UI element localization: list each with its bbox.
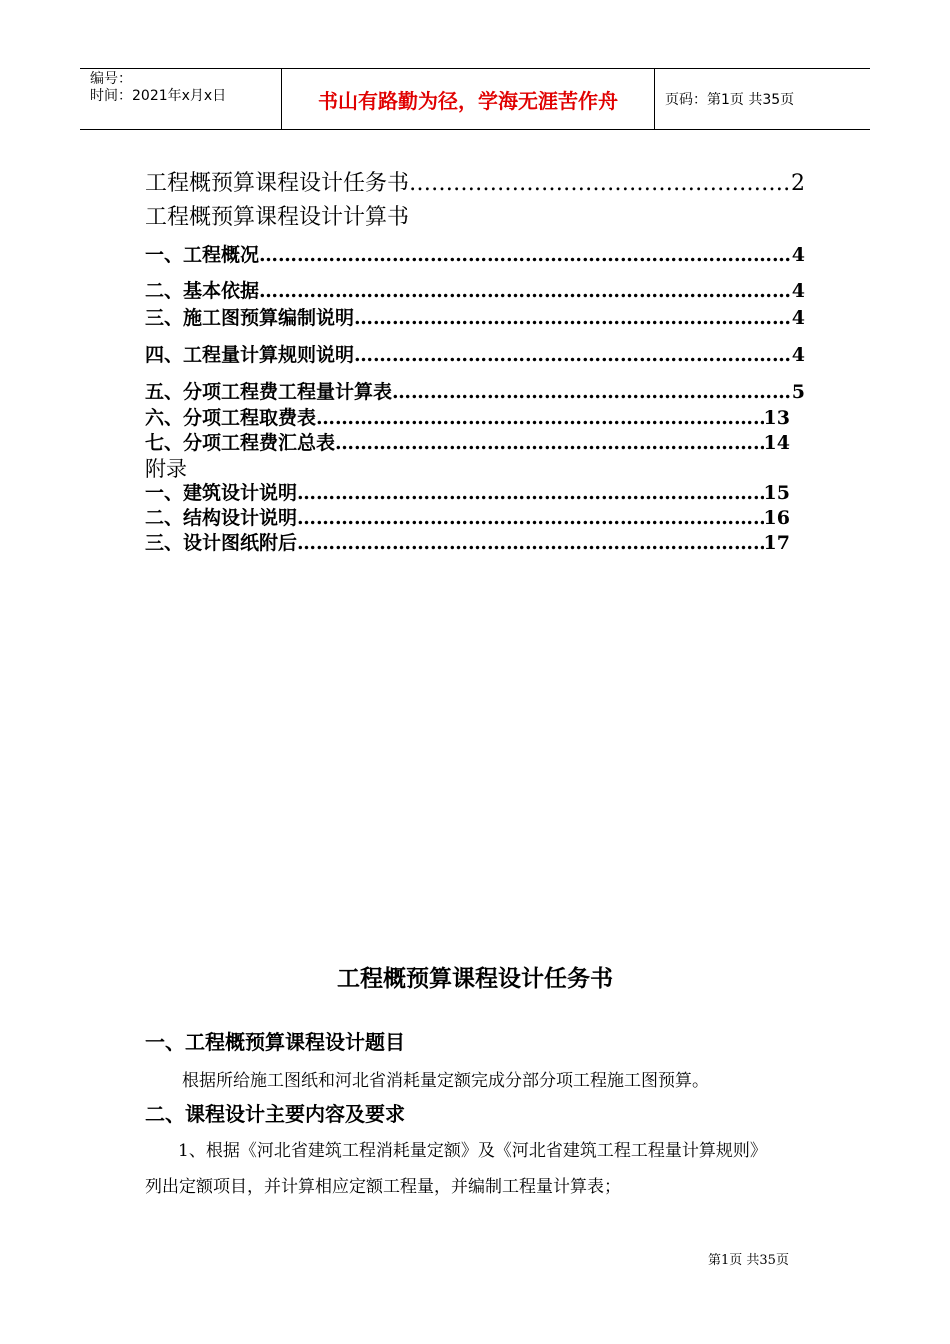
toc-item[interactable]: 三、施工图预算编制说明 ……………………………………………………………………………………………………………………………………………………………………………………………… 4 (145, 303, 805, 340)
toc-item[interactable]: 二、基本依据 ……………………………………………………………………………………………………………………………………………………………………………………………… 4 (145, 276, 805, 303)
toc-item[interactable]: 五、分项工程费工程量计算表 ……………………………………………………………………………………………………………………………………………………………………………………………… 5 (145, 377, 805, 403)
header-meta (80, 69, 282, 129)
section-heading: 二、课程设计主要内容及要求 (145, 1102, 405, 1126)
number-label: 编号： (90, 71, 132, 87)
toc-item[interactable]: 附录 (145, 457, 187, 478)
paragraph: 1、根据《河北省建筑工程消耗量定额》及《河北省建筑工程工程量计算规则》 (178, 1141, 767, 1161)
time-label: 时间：2021年x月x日 (90, 88, 227, 104)
document-title: 工程概预算课程设计任务书 (337, 965, 613, 992)
page-header (80, 68, 870, 130)
page-footer: 第1页 共35页 (708, 1253, 789, 1268)
toc-item[interactable]: 工程概预算课程设计计算书 (145, 205, 410, 230)
paragraph: 根据所给施工图纸和河北省消耗量定额完成分部分项工程施工图预算。 (182, 1071, 709, 1091)
section-heading: 一、工程概预算课程设计题目 (145, 1030, 405, 1054)
header-page-number: 页码：第1页 共35页 (665, 92, 795, 108)
paragraph: 列出定额项目，并计算相应定额工程量，并编制工程量计算表； (145, 1177, 621, 1197)
toc-item[interactable]: 六、分项工程取费表 ……………………………………………………………………………………………………………………………………………………………………………………………… 13 (145, 403, 790, 428)
header-motto: 书山有路勤为径，学海无涯苦作舟 (282, 69, 655, 129)
table-of-contents (145, 166, 805, 553)
toc-item[interactable]: 七、分项工程费汇总表 ……………………………………………………………………………………………………………………………………………………………………………………………… 14 (145, 428, 790, 453)
toc-item[interactable]: 一、工程概况 ……………………………………………………………………………………………………………………………………………………………………………………………… 4 (145, 240, 805, 276)
toc-item[interactable]: 工程概预算课程设计任务书 ……………………………………………………………………………………………………………………………………………………………………………………………… 2 (145, 166, 805, 200)
toc-item[interactable]: 二、结构设计说明 ……………………………………………………………………………………………………………………………………………………………………………………………… 16 (145, 503, 790, 528)
toc-item[interactable]: 一、建筑设计说明 ……………………………………………………………………………………………………………………………………………………………………………………………… 15 (145, 478, 790, 503)
toc-item[interactable]: 四、工程量计算规则说明 ……………………………………………………………………………………………………………………………………………………………………………………………… 4 (145, 340, 805, 377)
toc-item[interactable]: 三、设计图纸附后 ……………………………………………………………………………………………………………………………………………………………………………………………… 17 (145, 528, 790, 553)
